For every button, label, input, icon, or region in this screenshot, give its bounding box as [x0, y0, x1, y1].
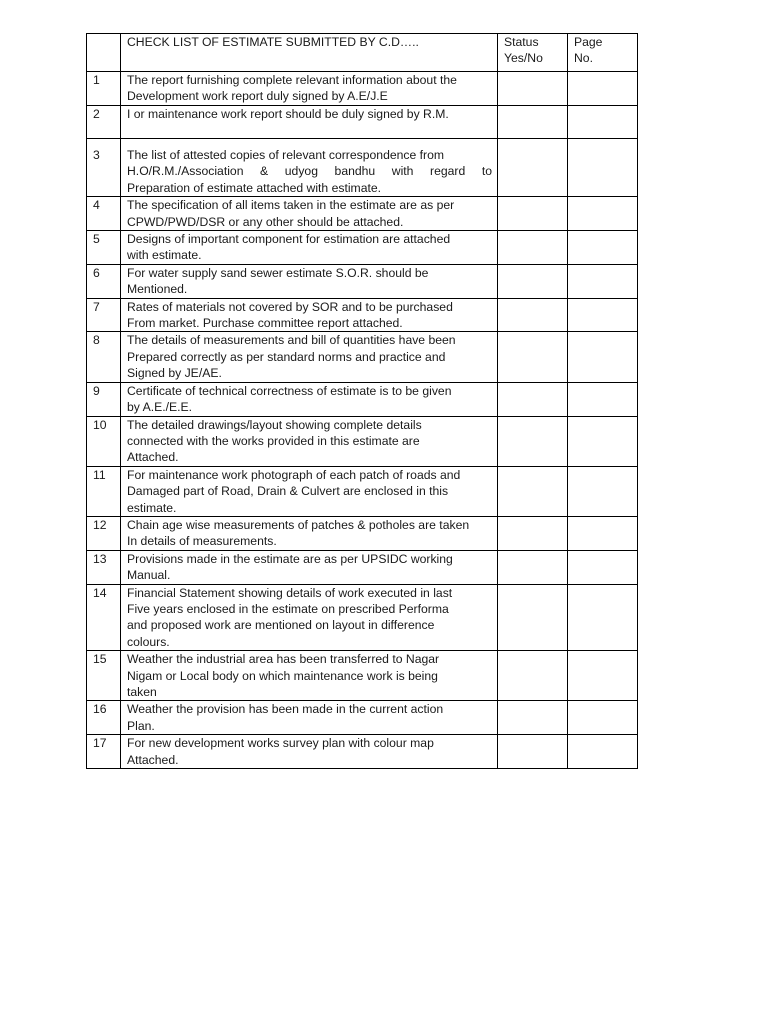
page-number-cell[interactable]	[568, 466, 638, 516]
description-line: H.O/R.M./Association & udyog bandhu with regard to	[127, 164, 492, 179]
status-cell[interactable]	[498, 735, 568, 769]
table-row	[87, 735, 638, 769]
description-line: Plan.	[127, 718, 155, 733]
row-number: 3	[87, 139, 121, 197]
description-line: with estimate.	[127, 248, 202, 263]
row-number: 13	[87, 550, 121, 584]
description-line: Prepared correctly as per standard norms and practice and	[127, 349, 446, 364]
page-number-cell[interactable]	[568, 298, 638, 332]
status-header-line2: Yes/No	[504, 51, 543, 66]
row-number: 15	[87, 651, 121, 701]
status-cell[interactable]	[498, 231, 568, 265]
page-column-header	[568, 34, 638, 72]
table-row	[87, 231, 638, 265]
status-cell[interactable]	[498, 197, 568, 231]
table-row	[87, 332, 638, 382]
page-number-cell[interactable]	[568, 651, 638, 701]
row-description	[121, 382, 498, 416]
description-line: Signed by JE/AE.	[127, 366, 222, 381]
row-number: 4	[87, 197, 121, 231]
page-header-line1: Page	[574, 35, 603, 49]
page-number-cell[interactable]	[568, 332, 638, 382]
description-line: Nigam or Local body on which maintenance work is being	[127, 668, 438, 683]
row-number: 5	[87, 231, 121, 265]
status-header-line1: Status	[504, 35, 539, 49]
page-number-cell[interactable]	[568, 197, 638, 231]
row-description	[121, 516, 498, 550]
description-line: The detailed drawings/layout showing complete details	[127, 417, 422, 432]
page-number-cell[interactable]	[568, 231, 638, 265]
description-line: For maintenance work photograph of each patch of roads and	[127, 467, 461, 482]
description-line: Weather the provision has been made in the current action	[127, 702, 444, 717]
description-line: by A.E./E.E.	[127, 400, 193, 415]
page-number-cell[interactable]	[568, 701, 638, 735]
page-number-cell[interactable]	[568, 264, 638, 298]
row-description	[121, 139, 498, 197]
status-cell[interactable]	[498, 584, 568, 651]
table-row	[87, 416, 638, 466]
status-cell[interactable]	[498, 264, 568, 298]
row-number: 8	[87, 332, 121, 382]
page-header-line2: No.	[574, 51, 593, 66]
header-num-cell	[87, 34, 121, 72]
description-line: Financial Statement showing details of work executed in last	[127, 585, 453, 600]
row-description	[121, 106, 498, 139]
description-line: The list of attested copies of relevant correspondence from	[127, 148, 445, 162]
row-number: 6	[87, 264, 121, 298]
page-number-cell[interactable]	[568, 550, 638, 584]
row-description	[121, 197, 498, 231]
page-number-cell[interactable]	[568, 139, 638, 197]
table-row	[87, 466, 638, 516]
row-number: 9	[87, 382, 121, 416]
row-description	[121, 298, 498, 332]
row-description	[121, 466, 498, 516]
row-description	[121, 550, 498, 584]
row-description	[121, 264, 498, 298]
description-line: In details of measurements.	[127, 534, 277, 549]
table-row	[87, 584, 638, 651]
status-cell[interactable]	[498, 382, 568, 416]
status-cell[interactable]	[498, 416, 568, 466]
description-line: Attached.	[127, 752, 179, 767]
table-row	[87, 382, 638, 416]
description-line: Weather the industrial area has been transferred to Nagar	[127, 652, 440, 667]
status-cell[interactable]	[498, 466, 568, 516]
description-line: For water supply sand sewer estimate S.O.R. should be	[127, 265, 429, 280]
status-cell[interactable]	[498, 139, 568, 197]
description-line: Rates of materials not covered by SOR and to be purchased	[127, 299, 453, 314]
description-line: The details of measurements and bill of quantities have been	[127, 333, 456, 348]
description-line: For new development works survey plan with colour map	[127, 736, 434, 751]
status-column-header	[498, 34, 568, 72]
row-description	[121, 735, 498, 769]
description-line: colours.	[127, 634, 170, 649]
description-line: Chain age wise measurements of patches & potholes are taken	[127, 517, 470, 532]
row-number: 7	[87, 298, 121, 332]
checklist-title: CHECK LIST OF ESTIMATE SUBMITTED BY C.D…..	[121, 34, 498, 72]
page-number-cell[interactable]	[568, 382, 638, 416]
table-row	[87, 550, 638, 584]
table-row	[87, 139, 638, 197]
table-row	[87, 106, 638, 139]
table-row	[87, 197, 638, 231]
table-row	[87, 72, 638, 106]
table-row	[87, 701, 638, 735]
row-description	[121, 701, 498, 735]
description-line: I or maintenance work report should be duly signed by R.M.	[127, 107, 449, 121]
table-row	[87, 264, 638, 298]
table-row	[87, 298, 638, 332]
row-number: 11	[87, 466, 121, 516]
status-cell[interactable]	[498, 701, 568, 735]
description-line: Preparation of estimate attached with estimate.	[127, 180, 382, 195]
table-row	[87, 651, 638, 701]
row-number: 10	[87, 416, 121, 466]
status-cell[interactable]	[498, 332, 568, 382]
status-cell[interactable]	[498, 72, 568, 106]
row-number: 1	[87, 72, 121, 106]
page-number-cell[interactable]	[568, 416, 638, 466]
row-description	[121, 651, 498, 701]
row-description	[121, 72, 498, 106]
row-number: 17	[87, 735, 121, 769]
page-number-cell[interactable]	[568, 106, 638, 139]
description-line: Certificate of technical correctness of estimate is to be given	[127, 383, 452, 398]
page-number-cell[interactable]	[568, 584, 638, 651]
row-description	[121, 332, 498, 382]
checklist-table	[86, 33, 638, 769]
row-number: 12	[87, 516, 121, 550]
page-number-cell[interactable]	[568, 735, 638, 769]
status-cell[interactable]	[498, 298, 568, 332]
row-description	[121, 584, 498, 651]
description-line: Designs of important component for estimation are attached	[127, 232, 451, 247]
description-line: Damaged part of Road, Drain & Culvert are enclosed in this	[127, 484, 449, 499]
description-line: connected with the works provided in this estimate are	[127, 433, 420, 448]
page-number-cell[interactable]	[568, 516, 638, 550]
description-line: The report furnishing complete relevant information about the	[127, 73, 457, 87]
row-number: 16	[87, 701, 121, 735]
description-line: The specification of all items taken in the estimate are as per	[127, 198, 455, 213]
status-cell[interactable]	[498, 651, 568, 701]
description-line: Development work report duly signed by A.E/J.E	[127, 89, 388, 104]
description-line: taken	[127, 685, 157, 699]
description-line: Manual.	[127, 568, 171, 583]
row-number: 14	[87, 584, 121, 651]
status-cell[interactable]	[498, 106, 568, 139]
status-cell[interactable]	[498, 516, 568, 550]
row-number: 2	[87, 106, 121, 139]
description-line: and proposed work are mentioned on layout in difference	[127, 618, 435, 633]
description-line: estimate.	[127, 500, 177, 515]
row-description	[121, 416, 498, 466]
description-line: Mentioned.	[127, 282, 188, 297]
row-description	[121, 231, 498, 265]
header-row	[87, 34, 638, 72]
description-line: CPWD/PWD/DSR or any other should be attached.	[127, 214, 404, 229]
description-line: Provisions made in the estimate are as per UPSIDC working	[127, 551, 453, 566]
table-row	[87, 516, 638, 550]
description-line: Attached.	[127, 450, 179, 465]
description-line: Five years enclosed in the estimate on prescribed Performa	[127, 601, 449, 616]
status-cell[interactable]	[498, 550, 568, 584]
page-number-cell[interactable]	[568, 72, 638, 106]
description-line: From market. Purchase committee report attached.	[127, 316, 403, 331]
